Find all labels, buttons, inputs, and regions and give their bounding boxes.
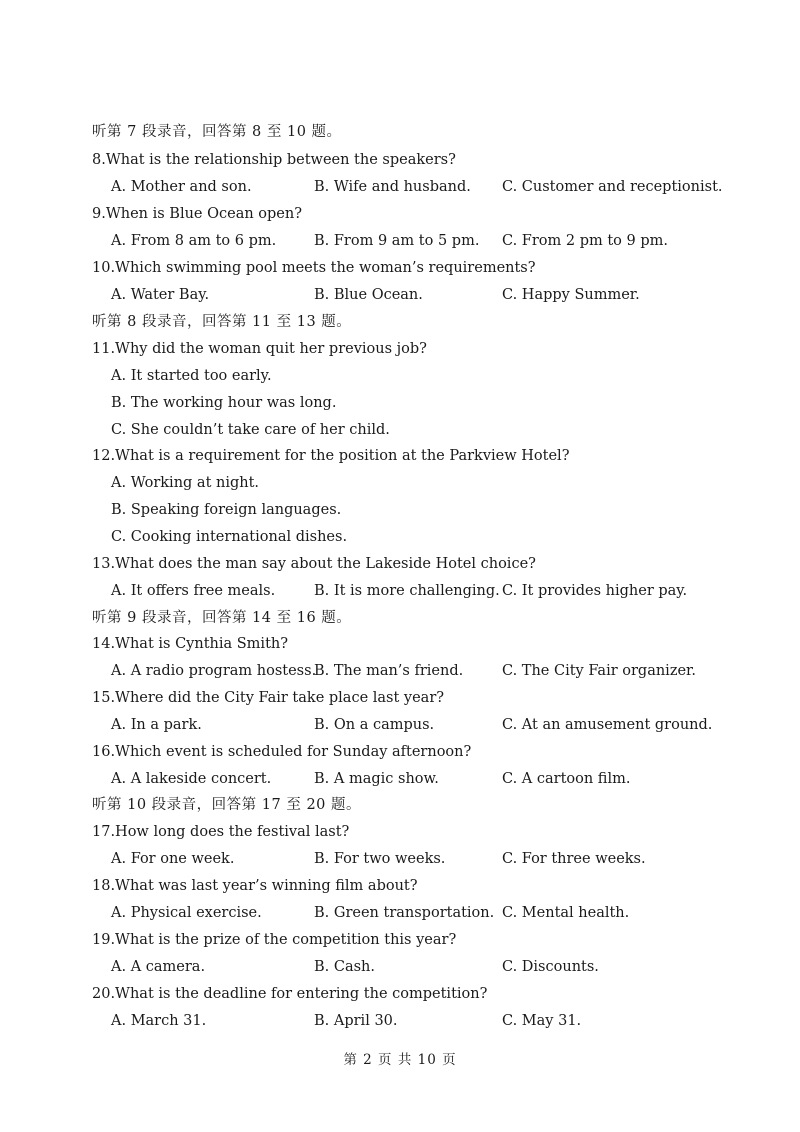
- question-8-stem: 8.What is the relationship between the speakers?: [92, 152, 456, 168]
- option-c: C. Mental health.: [502, 905, 630, 921]
- section-heading-10: 听第 10 段录音，回答第 17 至 20 题。: [92, 797, 362, 813]
- option-c: C. The City Fair organizer.: [502, 663, 696, 679]
- question-11-option-c-row: [0, 417, 800, 443]
- option-b: B. On a campus.: [314, 717, 435, 733]
- option-c: C. From 2 pm to 9 pm.: [502, 233, 668, 249]
- option-a: A. From 8 am to 6 pm.: [111, 233, 277, 249]
- question-13-options: [0, 578, 800, 604]
- option-c: C. It provides higher pay.: [502, 583, 688, 599]
- option-b: B. A magic show.: [314, 771, 439, 787]
- option-c: C. Discounts.: [502, 959, 599, 975]
- question-15-options: [0, 712, 800, 738]
- question-17-options: [0, 846, 800, 872]
- option-b: B. Speaking foreign languages.: [111, 502, 342, 518]
- option-a: A. It offers free meals.: [111, 583, 276, 599]
- option-c: C. Customer and receptionist.: [502, 179, 723, 195]
- option-c: C. For three weeks.: [502, 851, 646, 867]
- question-18-stem: 18.What was last year’s winning film about?: [92, 878, 418, 894]
- option-b: B. Blue Ocean.: [314, 287, 423, 303]
- option-a: A. A lakeside concert.: [111, 771, 272, 787]
- option-b: B. For two weeks.: [314, 851, 446, 867]
- question-20-options: [0, 1008, 800, 1034]
- question-12-option-c-row: [0, 524, 800, 550]
- question-9-options: [0, 228, 800, 254]
- option-c: C. She couldn’t take care of her child.: [111, 422, 390, 438]
- question-12-option-b-row: [0, 497, 800, 523]
- question-14-stem: 14.What is Cynthia Smith?: [92, 636, 289, 652]
- option-a: A. March 31.: [111, 1013, 207, 1029]
- page-footer: 第 2 页 共 10 页: [343, 1052, 457, 1068]
- option-a: A. Working at night.: [111, 475, 260, 491]
- section-heading-7: 听第 7 段录音，回答第 8 至 10 题。: [92, 124, 342, 140]
- question-10-options: [0, 282, 800, 308]
- option-b: B. The working hour was long.: [111, 395, 337, 411]
- option-b: B. The man’s friend.: [314, 663, 464, 679]
- question-16-stem: 16.Which event is scheduled for Sunday afternoon?: [92, 744, 472, 760]
- question-14-options: [0, 658, 800, 684]
- question-17-stem: 17.How long does the festival last?: [92, 824, 350, 840]
- question-11-option-b-row: [0, 390, 800, 416]
- option-a: A. Mother and son.: [111, 179, 252, 195]
- section-heading-9: 听第 9 段录音，回答第 14 至 16 题。: [92, 610, 352, 626]
- option-a: A. In a park.: [111, 717, 202, 733]
- question-15-stem: 15.Where did the City Fair take place last year?: [92, 690, 445, 706]
- question-20-stem: 20.What is the deadline for entering the competition?: [92, 986, 488, 1002]
- option-b: B. Wife and husband.: [314, 179, 471, 195]
- option-a: A. Physical exercise.: [111, 905, 262, 921]
- question-8-options: [0, 174, 800, 200]
- option-c: C. At an amusement ground.: [502, 717, 713, 733]
- option-b: B. April 30.: [314, 1013, 398, 1029]
- question-13-stem: 13.What does the man say about the Lakeside Hotel choice?: [92, 556, 536, 572]
- question-11-option-a-row: [0, 363, 800, 389]
- question-19-stem: 19.What is the prize of the competition this year?: [92, 932, 457, 948]
- option-a: A. Water Bay.: [111, 287, 210, 303]
- question-10-stem: 10.Which swimming pool meets the woman’s requirements?: [92, 260, 536, 276]
- option-a: A. A radio program hostess.: [111, 663, 317, 679]
- question-12-stem: 12.What is a requirement for the position at the Parkview Hotel?: [92, 448, 570, 464]
- question-19-options: [0, 954, 800, 980]
- option-c: C. May 31.: [502, 1013, 582, 1029]
- option-c: C. Happy Summer.: [502, 287, 640, 303]
- question-16-options: [0, 766, 800, 792]
- option-b: B. From 9 am to 5 pm.: [314, 233, 480, 249]
- option-b: B. Green transportation.: [314, 905, 495, 921]
- option-c: C. Cooking international dishes.: [111, 529, 348, 545]
- option-a: A. A camera.: [111, 959, 206, 975]
- question-18-options: [0, 900, 800, 926]
- question-12-option-a-row: [0, 470, 800, 496]
- option-a: A. It started too early.: [111, 368, 272, 384]
- option-b: B. Cash.: [314, 959, 376, 975]
- option-c: C. A cartoon film.: [502, 771, 631, 787]
- section-heading-8: 听第 8 段录音，回答第 11 至 13 题。: [92, 314, 352, 330]
- option-a: A. For one week.: [111, 851, 235, 867]
- option-b: B. It is more challenging.: [314, 583, 500, 599]
- question-11-stem: 11.Why did the woman quit her previous job?: [92, 341, 427, 357]
- question-9-stem: 9.When is Blue Ocean open?: [92, 206, 303, 222]
